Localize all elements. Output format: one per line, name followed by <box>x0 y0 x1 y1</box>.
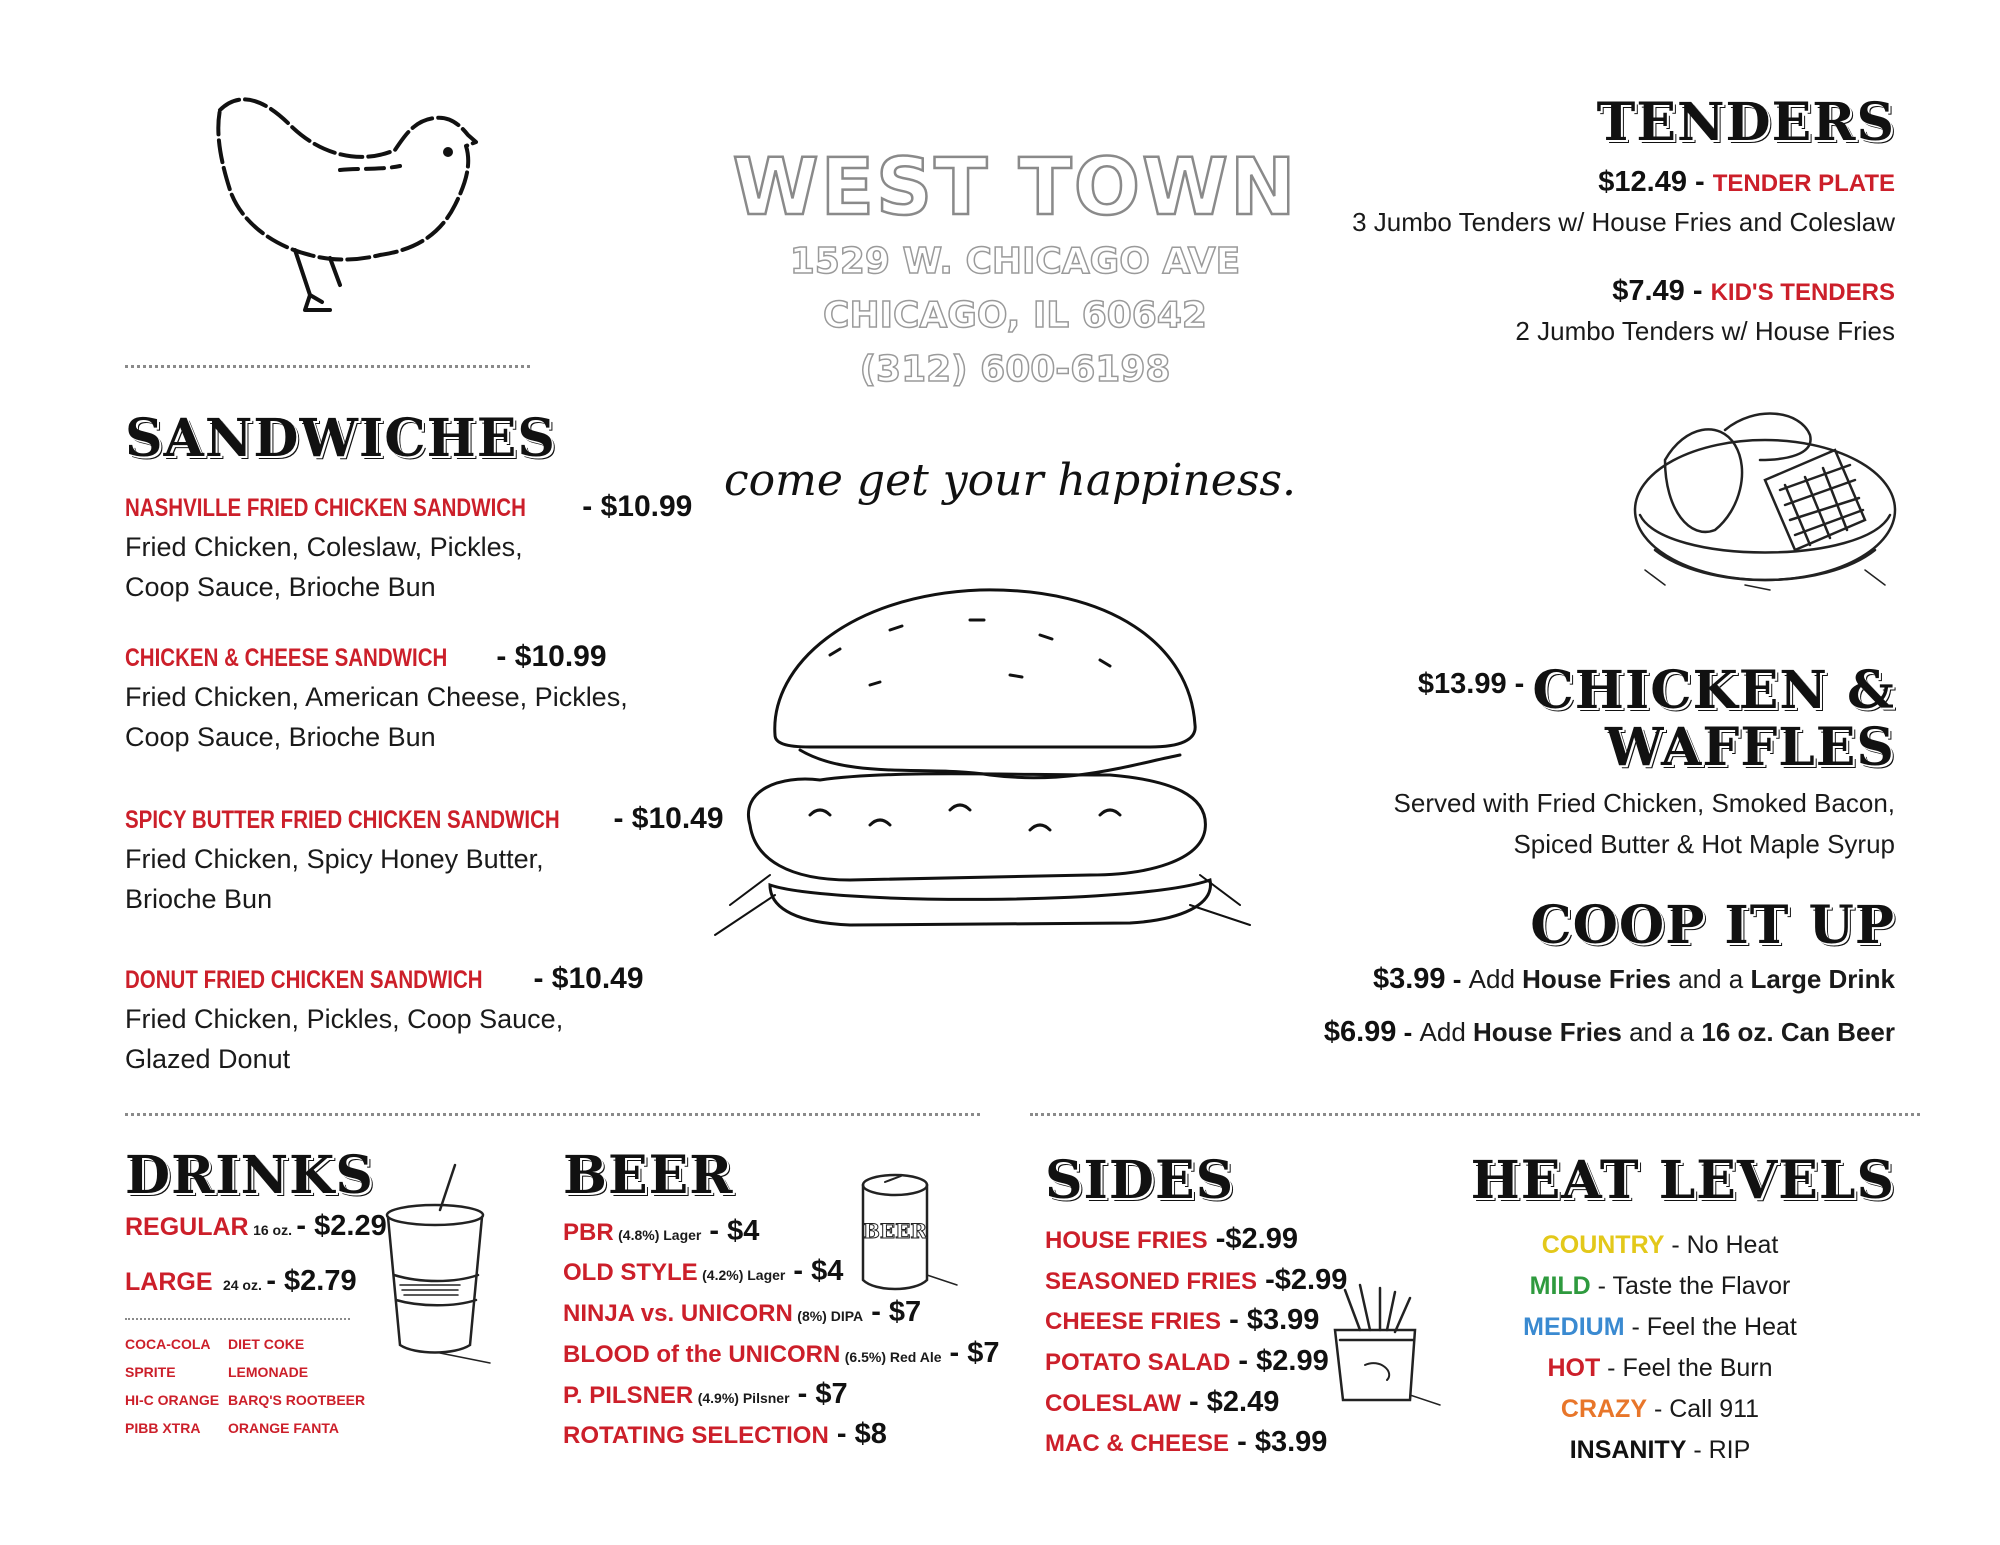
beer-item: OLD STYLE (4.2%) Lager - $4 <box>563 1255 844 1287</box>
item-desc: Fried Chicken, Coleslaw, Pickles, <box>125 532 523 562</box>
tender-plate-item: $12.49 - TENDER PLATE 3 Jumbo Tenders w/ House Fries and Coleslaw <box>1295 166 1895 238</box>
item-price: $3.99 <box>1254 1426 1328 1458</box>
item-desc: and a <box>1621 1017 1702 1047</box>
item-name: PBR <box>563 1219 614 1246</box>
item-name: NINJA vs. UNICORN <box>563 1300 793 1327</box>
flavor-item: SPRITE <box>125 1364 176 1380</box>
flavor-item: BARQ'S ROOTBEER <box>228 1392 366 1408</box>
flavor-item: ORANGE FANTA <box>228 1420 339 1436</box>
can-label: BEER <box>862 1219 928 1243</box>
item-size: 16 oz. <box>253 1222 292 1238</box>
item-desc: Add <box>1419 1017 1474 1047</box>
item-price: $8 <box>854 1418 887 1450</box>
item-price: $7.49 <box>1612 275 1685 307</box>
beer-item: NINJA vs. UNICORN (8%) DIPA - $7 <box>563 1296 922 1328</box>
item-desc: Brioche Bun <box>125 884 273 914</box>
heat-level-name: COUNTRY <box>1541 1231 1665 1259</box>
sides-heading: SIDES <box>1045 1150 1235 1211</box>
item-name: REGULAR <box>125 1213 249 1241</box>
kids-tenders-item: $7.49 - KID'S TENDERS 2 Jumbo Tenders w/ House Fries <box>1295 275 1895 347</box>
heat-level-hot: HOT - Feel the Burn <box>1547 1354 1773 1382</box>
item-name: P. PILSNER <box>563 1382 694 1409</box>
item-name: KID'S TENDERS <box>1710 279 1895 306</box>
item-price: $13.99 - <box>1417 668 1533 700</box>
coop-item: $6.99 - Add House Fries and a 16 oz. Can Beer <box>1323 1016 1895 1048</box>
divider <box>125 365 530 368</box>
beer-can-icon <box>855 1170 965 1300</box>
item-price: - $10.99 <box>573 490 693 523</box>
heat-level-name: HOT <box>1547 1354 1601 1382</box>
item-detail: (4.2%) Lager <box>702 1267 786 1283</box>
item-desc: Fried Chicken, Spicy Honey Butter, <box>125 844 544 874</box>
item-size: 24 oz. <box>222 1277 262 1293</box>
side-item: SEASONED FRIES -$2.99 <box>1045 1264 1348 1296</box>
item-price: $4 <box>727 1215 760 1247</box>
waffle-basket-icon <box>1625 390 1905 600</box>
heat-level-name: MILD <box>1529 1272 1591 1300</box>
divider <box>125 1113 980 1116</box>
heat-level-desc: Feel the Burn <box>1622 1354 1773 1382</box>
heat-level-desc: Taste the Flavor <box>1612 1272 1791 1300</box>
chicken-waffles-heading: CHICKEN & <box>1532 660 1895 721</box>
side-item: MAC & CHEESE - $3.99 <box>1045 1426 1328 1458</box>
side-item: COLESLAW - $2.49 <box>1045 1386 1280 1418</box>
item-detail: (6.5%) Red Ale <box>844 1349 942 1365</box>
item-name: TENDER PLATE <box>1712 170 1895 197</box>
tenders-heading: TENDERS <box>1596 92 1895 153</box>
item-desc: Coop Sauce, Brioche Bun <box>125 572 436 602</box>
flavor-item: DIET COKE <box>228 1336 305 1352</box>
item-price: - $10.99 <box>488 640 607 673</box>
flavor-item: HI-C ORANGE <box>125 1392 220 1408</box>
item-price: $7 <box>967 1337 1000 1369</box>
heat-level-desc: No Heat <box>1686 1231 1779 1259</box>
item-price: $3.99 <box>1246 1304 1320 1336</box>
item-price: $2.99 <box>1256 1345 1329 1377</box>
chicken-waffles-section <box>1335 660 1895 860</box>
item-name: OLD STYLE <box>563 1259 698 1286</box>
heat-level-name: INSANITY <box>1569 1436 1687 1464</box>
item-price: $2.99 <box>1274 1264 1348 1296</box>
item-desc: Add <box>1468 964 1523 994</box>
item-desc: Fried Chicken, American Cheese, Pickles, <box>125 682 628 712</box>
item-detail: (4.8%) Lager <box>618 1227 702 1243</box>
item-desc: Spiced Butter & Hot Maple Syrup <box>1513 829 1895 859</box>
item-price: $2.29 <box>314 1210 387 1242</box>
item-desc: 3 Jumbo Tenders w/ House Fries and Coleslaw <box>1352 207 1895 237</box>
heat-level-name: CRAZY <box>1560 1395 1647 1423</box>
tagline: come get your happiness. <box>724 455 1296 506</box>
item-name: ROTATING SELECTION <box>563 1422 829 1449</box>
item-price: $4 <box>811 1255 844 1287</box>
item-desc: and a <box>1670 964 1751 994</box>
item-desc: Served with Fried Chicken, Smoked Bacon, <box>1393 788 1895 818</box>
drink-size-item: REGULAR 16 oz. - $2.29 <box>125 1210 387 1242</box>
heat-level-mild: MILD - Taste the Flavor <box>1529 1272 1791 1300</box>
item-name: LARGE <box>125 1268 213 1296</box>
divider <box>125 1318 350 1320</box>
beer-item: PBR (4.8%) Lager - $4 <box>563 1215 760 1247</box>
heat-level-desc: Call 911 <box>1669 1395 1760 1423</box>
beer-item: ROTATING SELECTION - $8 <box>563 1418 887 1450</box>
chicken-waffles-heading-2: WAFFLES <box>1604 717 1895 778</box>
item-price: - $10.49 <box>605 802 724 835</box>
flavor-item: PIBB XTRA <box>125 1420 201 1436</box>
item-name: POTATO SALAD <box>1045 1349 1231 1376</box>
item-price: $7 <box>888 1296 922 1328</box>
item-name: COLESLAW <box>1045 1390 1181 1417</box>
item-name: CHEESE FRIES <box>1045 1308 1222 1335</box>
coop-heading: COOP IT UP <box>1530 895 1895 956</box>
item-name: HOUSE FRIES <box>1045 1227 1208 1254</box>
chicken-icon <box>210 90 500 340</box>
drink-cup-icon <box>380 1165 500 1365</box>
beer-heading: BEER <box>563 1145 734 1206</box>
heat-level-desc: Feel the Heat <box>1646 1313 1797 1341</box>
coop-item: $3.99 - Add House Fries and a Large Drink <box>1372 963 1895 995</box>
item-name: MAC & CHEESE <box>1045 1430 1230 1457</box>
drink-size-item: LARGE 24 oz. - $2.79 <box>125 1265 357 1297</box>
item-desc: 2 Jumbo Tenders w/ House Fries <box>1515 316 1895 346</box>
flavor-item: COCA-COLA <box>125 1336 211 1352</box>
sandwiches-heading: SANDWICHES <box>125 408 556 469</box>
address: 1529 W. CHICAGO AVE <box>789 241 1241 282</box>
item-name: NASHVILLE FRIED CHICKEN SANDWICH <box>125 494 526 522</box>
item-name: SPICY BUTTER FRIED CHICKEN SANDWICH <box>125 806 560 834</box>
heat-heading: HEAT LEVELS <box>1470 1150 1895 1211</box>
item-desc: 16 oz. Can Beer <box>1701 1017 1895 1047</box>
item-price: - $10.49 <box>525 962 644 995</box>
drinks-heading: DRINKS <box>125 1145 374 1206</box>
side-item: HOUSE FRIES -$2.99 <box>1045 1223 1298 1255</box>
heat-level-name: MEDIUM <box>1523 1313 1625 1341</box>
phone: (312) 600-6198 <box>859 349 1171 390</box>
item-price: $2.99 <box>1225 1223 1298 1255</box>
burger-icon <box>710 575 1270 995</box>
side-item: POTATO SALAD - $2.99 <box>1045 1345 1329 1377</box>
heat-level-crazy: CRAZY - Call 911 <box>1560 1395 1760 1423</box>
item-price: $2.79 <box>284 1265 357 1297</box>
beer-item: P. PILSNER (4.9%) Pilsner - $7 <box>563 1378 848 1410</box>
heat-level-medium: MEDIUM - Feel the Heat <box>1523 1313 1797 1341</box>
fries-icon <box>1325 1280 1445 1420</box>
item-desc: Fried Chicken, Pickles, Coop Sauce, <box>125 1004 564 1034</box>
heat-levels-list <box>1430 1225 1890 1471</box>
item-price: $7 <box>815 1378 848 1410</box>
heat-level-desc: RIP <box>1708 1436 1751 1464</box>
divider <box>1030 1113 1920 1116</box>
side-item: CHEESE FRIES - $3.99 <box>1045 1304 1320 1336</box>
item-desc: Glazed Donut <box>125 1044 291 1074</box>
heat-level-country: COUNTRY - No Heat <box>1541 1231 1779 1259</box>
flavor-item: LEMONADE <box>228 1364 309 1380</box>
item-name: SEASONED FRIES <box>1045 1268 1258 1295</box>
item-name: CHICKEN & CHEESE SANDWICH <box>125 644 448 672</box>
item-desc: House Fries <box>1522 964 1671 994</box>
beer-item: BLOOD of the UNICORN (6.5%) Red Ale - $7 <box>563 1337 1000 1369</box>
item-price: $2.49 <box>1206 1386 1280 1418</box>
item-price: $6.99 <box>1323 1016 1397 1048</box>
item-name: BLOOD of the UNICORN <box>563 1341 841 1368</box>
city: CHICAGO, IL 60642 <box>823 295 1207 336</box>
item-desc: House Fries <box>1473 1017 1622 1047</box>
location-title: WEST TOWN <box>732 143 1298 233</box>
item-price: $3.99 <box>1372 963 1446 995</box>
item-detail: (4.9%) Pilsner <box>697 1390 790 1406</box>
item-price: $12.49 <box>1598 166 1687 198</box>
item-desc: Coop Sauce, Brioche Bun <box>125 722 436 752</box>
item-name: DONUT FRIED CHICKEN SANDWICH <box>125 966 483 994</box>
heat-level-insanity: INSANITY - RIP <box>1569 1436 1751 1464</box>
item-desc: Large Drink <box>1750 964 1895 994</box>
item-detail: (8%) DIPA <box>797 1308 864 1324</box>
